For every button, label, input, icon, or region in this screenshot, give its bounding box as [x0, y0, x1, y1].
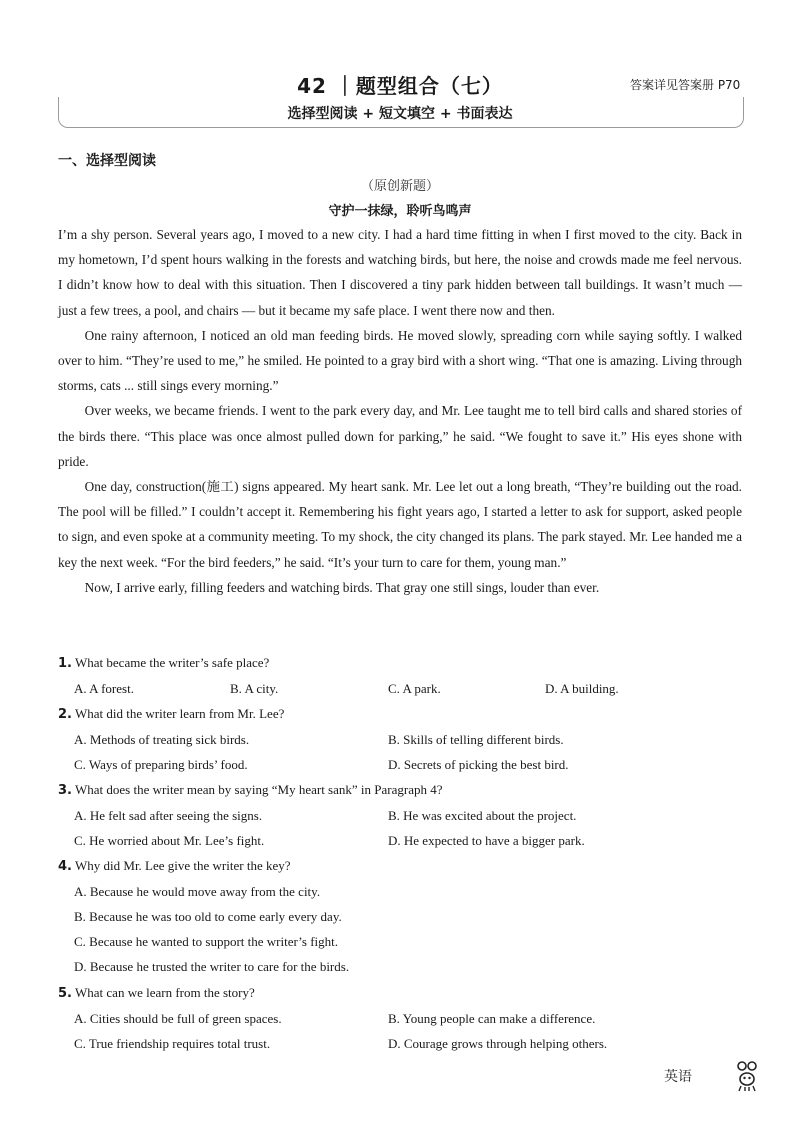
option-1d[interactable]: D. A building.: [545, 681, 619, 696]
option-3b[interactable]: B. He was excited about the project.: [388, 808, 577, 823]
question-text: What can we learn from the story?: [75, 985, 255, 1000]
section-heading: 一、选择型阅读: [58, 153, 156, 169]
reading-passage: [58, 222, 742, 600]
passage-paragraph: One rainy afternoon, I noticed an old man feeding birds. He moved slowly, spreading corn while saying softly. I walked over to him. “They’re used to me,” he smiled. He pointed to a gray bird with a short wing. “That one is amazing. Living through storms, cats ... still sings every morning.”: [58, 327, 742, 394]
question-number: 3.: [58, 783, 72, 798]
question-4: [58, 857, 291, 876]
option-3c[interactable]: C. He worried about Mr. Lee’s fight.: [74, 833, 265, 848]
question-number: 5.: [58, 986, 72, 1001]
option-4c[interactable]: C. Because he wanted to support the writer’s fight.: [74, 934, 339, 949]
question-3: [58, 781, 443, 800]
option-5a[interactable]: A. Cities should be full of green spaces.: [74, 1011, 282, 1026]
question-1: [58, 654, 269, 673]
option-2b[interactable]: B. Skills of telling different birds.: [388, 732, 564, 747]
option-5c[interactable]: C. True friendship requires total trust.: [74, 1036, 271, 1051]
question-text: Why did Mr. Lee give the writer the key?: [75, 858, 291, 873]
option-5d[interactable]: D. Courage grows through helping others.: [388, 1036, 608, 1051]
mascot-logo-icon: [736, 1060, 758, 1097]
question-2: [58, 705, 284, 724]
passage-paragraph: I’m a shy person. Several years ago, I moved to a new city. I had a hard time fitting in when I first moved to the city. Back in my hometown, I’d spent hours walking in the forests and watching birds, but here, the noise and crowds made me feel nervous. I didn’t know how to deal with this situation. Then I discovered a tiny park hidden between tall buildings. It wasn’t much — just a few trees, a pool, and chairs — but it became my safe place. I went there now and then.: [58, 227, 742, 318]
passage-paragraph: One day, construction(施工) signs appeared. My heart sank. Mr. Lee let out a long breath, “They’re building out the road. The pool will be filled.” I couldn’t accept it. Remembering his fight years ago, I started a letter to ask for support, asked people to sign, and even spoke at a community meeting. To my shock, the city changed its plans. The park stayed. Mr. Lee handed me a key the next week. “For the bird feeders,” he said. “It’s your turn to care for them, young man.”: [58, 479, 742, 570]
question-text: What does the writer mean by saying “My heart sank” in Paragraph 4?: [75, 782, 443, 797]
option-3d[interactable]: D. He expected to have a bigger park.: [388, 833, 585, 848]
passage-paragraph: Over weeks, we became friends. I went to the park every day, and Mr. Lee taught me to tell bird calls and shared stories of the birds there. “This place was once almost pulled down for parking,” he said. “We fought to save it.” His eyes shone with pride.: [58, 403, 742, 469]
option-2a[interactable]: A. Methods of treating sick birds.: [74, 732, 250, 747]
option-2c[interactable]: C. Ways of preparing birds’ food.: [74, 757, 248, 772]
footer-subject: 英语: [664, 1069, 692, 1085]
option-5b[interactable]: B. Young people can make a difference.: [388, 1011, 596, 1026]
question-number: 2.: [58, 707, 72, 722]
option-1a[interactable]: A. A forest.: [74, 681, 134, 696]
option-4a[interactable]: A. Because he would move away from the city.: [74, 884, 321, 899]
option-4d[interactable]: D. Because he trusted the writer to care for the birds.: [74, 959, 350, 974]
question-text: What became the writer’s safe place?: [75, 655, 270, 670]
page-subtitle: 选择型阅读 + 短文填空 + 书面表达: [287, 106, 513, 122]
answer-reference: 答案详见答案册 P70: [630, 78, 741, 92]
question-number: 1.: [58, 656, 72, 671]
passage-paragraph: Now, I arrive early, filling feeders and watching birds. That gray one still sings, louder than ever.: [84, 579, 600, 595]
question-number: 4.: [58, 859, 72, 874]
option-3a[interactable]: A. He felt sad after seeing the signs.: [74, 808, 263, 823]
option-1b[interactable]: B. A city.: [230, 681, 279, 696]
option-1c[interactable]: C. A park.: [388, 681, 441, 696]
page-title: 42 ｜题型组合（七）: [297, 74, 503, 98]
question-text: What did the writer learn from Mr. Lee?: [75, 706, 285, 721]
source-tag: （原创新题）: [360, 179, 439, 194]
option-4b[interactable]: B. Because he was too old to come early every day.: [74, 909, 342, 924]
option-2d[interactable]: D. Secrets of picking the best bird.: [388, 757, 569, 772]
passage-title: 守护一抹绿，聆听鸟鸣声: [328, 204, 472, 219]
question-5: [58, 984, 255, 1003]
